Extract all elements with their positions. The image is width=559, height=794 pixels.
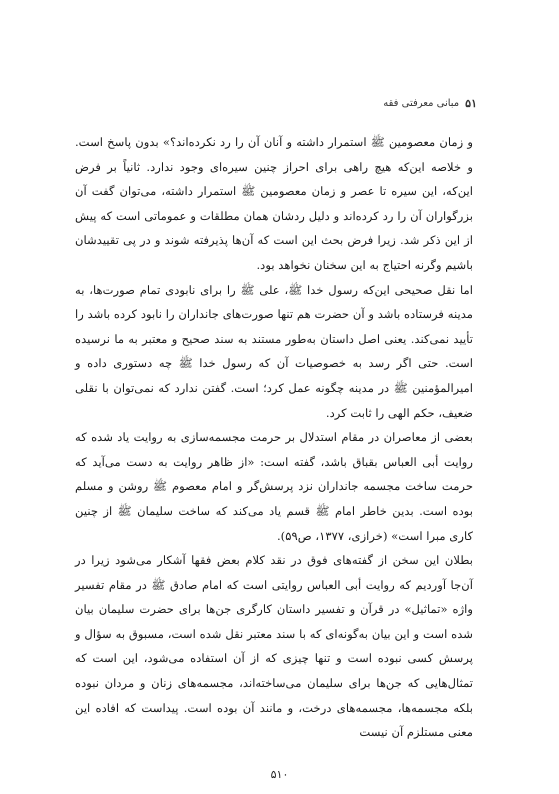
page-number: ۵۱۰ (270, 768, 289, 781)
paragraph: و زمان معصومین ﷺ استمرار داشته و آنان آن را رد نکرده‌اند؟» بدون پاسخ است. و خلاصه این‌که هیچ راهی برای احراز چنین سیره‌ای وجود ندارد. ثانیاً بر فرض این‌که، این سیره تا عصر و زمان معصومین ﷺ استمرار داشته، می‌توان گفت آن بزرگواران آن را رد کرده‌اند و دلیل ردشان همان مطلقات و عموماتی است که پیش از این ذکر شد. زیرا فرض بحث این است که آن‌ها پذیرفته شوند و در پی تقییدشان باشیم وگرنه احتیاج به این سخنان نخواهد بود. (75, 135, 473, 272)
paragraph: اما نقل صحیحی این‌که رسول خدا ﷺ، علی ﷺ را برای نابودی تمام صورت‌ها، به مدینه فرستاده باشد و آن حضرت هم تنها صورت‌های جانداران را نابود کرده باشد را تأیید نمی‌کند. یعنی اصل داستان به‌طور مستند به سند صحیح و معتبر به ما نرسیده است. حتی اگر رسد به خصوصیات آن که رسول خدا ﷺ چه دستوری داده و امیرالمؤمنین ﷺ در مدینه چگونه عمل کرد؛ است. گفتن ندارد که نمی‌توان با نقلی ضعیف، حکم الهی را ثابت کرد. (75, 282, 473, 420)
header-section-mark: ۵۱ (465, 96, 477, 110)
running-header (60, 92, 477, 114)
paragraph: بطلان این سخن از گفته‌های فوق در نقد کلام بعض فقها آشکار می‌شود زیرا در آن‌جا آوردیم که روایت أبی العباس روایتی است که امام صادق ﷺ در مقام تفسیر واژه «تماثیل» در قرآن و تفسیر داستان کارگری جن‌ها برای حضرت سلیمان بیان شده است و این بیان به‌گونه‌ای که با سند معتبر نقل شده است، مسبوق به سؤال و پرسش کسی نبوده است و تنها چیزی که از آن استفاده می‌شود، این است که تمثال‌هایی که جن‌ها برای سلیمان می‌ساخته‌اند، مجسمه‌های زنان و مردان نبوده بلکه مجسمه‌ها، مجسمه‌های درخت، و مانند آن بوده است. پیداست که افاده این معنی مستلزم آن نیست (75, 553, 473, 740)
header-title: مبانی معرفتی فقه (383, 97, 460, 109)
paragraph: بعضی از معاصران در مقام استدلال بر حرمت مجسمه‌سازی به روایت یاد شده که روایت أبی العباس بقباق باشد، گفته است: «از ظاهر روایت به دست می‌آید که حرمت ساخت مجسمه جانداران نزد پرسش‌گر و امام معصوم ﷺ روشن و مسلم بوده است. بدین خاطر امام ﷺ قسم یاد می‌کند که ساخت سلیمان ﷺ از چنین کاری مبرا است» (خرازی، ۱۳۷۷، ص۵۹). (75, 430, 473, 543)
body-text (75, 130, 473, 745)
